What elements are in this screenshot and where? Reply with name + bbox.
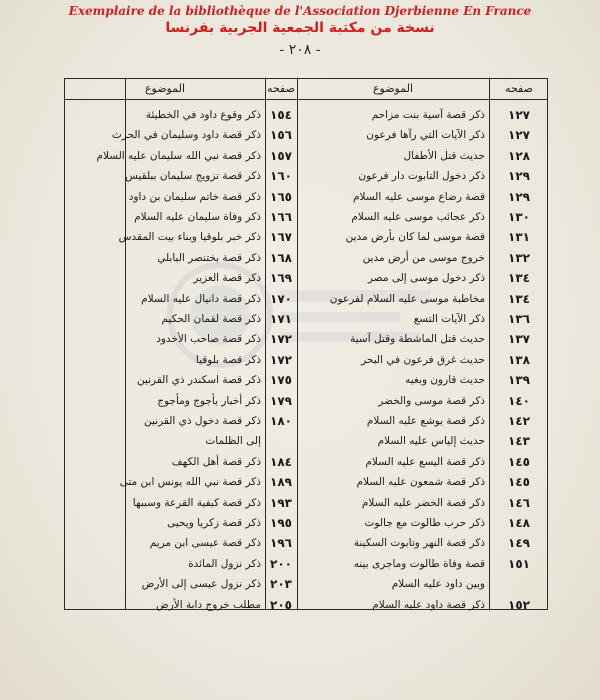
topic-entry: ذكر دخول موسى إلى مصر — [367, 272, 485, 285]
page-ref: ١٦٠ — [270, 169, 292, 184]
page-ref: ١٤٠ — [508, 393, 530, 408]
page-ref: ١٦٥ — [270, 189, 292, 204]
page-ref: ١٢٩ — [508, 189, 530, 204]
page-ref: ١٦٦ — [270, 210, 292, 224]
topic-entry: ذكر عجائب موسى عليه السلام — [351, 211, 485, 223]
page-ref — [491, 574, 547, 594]
page-ref: ١٣٦ — [508, 312, 530, 326]
topic-entry: مخاطبة موسى عليه السلام لفرعون — [329, 292, 485, 305]
topic-entry: ذكر خبر بلوقيا وبناء بيت المقدس — [118, 231, 261, 244]
page-ref: ١٧٥ — [270, 373, 292, 388]
column-divider — [489, 79, 490, 609]
page-ref: ١٧٢ — [270, 352, 292, 367]
page-ref: ١٥١ — [508, 556, 530, 571]
page-ref: ١٤٩ — [508, 536, 530, 551]
page-ref: ١٩٦ — [270, 536, 292, 551]
page-ref: ١٨٠ — [270, 414, 292, 428]
page-ref: ١٧٠ — [270, 291, 292, 306]
topic-entry: ذكر قصة بختنصر البابلي — [157, 251, 261, 264]
library-watermark-french: Exemplaire de la bibliothèque de l'Association Djerbienne En France — [68, 4, 532, 18]
page-ref: ١٢٨ — [508, 148, 530, 163]
topic-entry: ذكر نزول المائدة — [188, 557, 261, 570]
library-watermark-arabic: نسخة من مكتبة الجمعية الجربية بفرنسا — [165, 20, 435, 36]
left-topic-header: الموضوع — [144, 82, 186, 95]
page-ref: ١٤٨ — [508, 516, 530, 530]
page-ref: ١٣١ — [508, 230, 530, 245]
column-divider — [297, 79, 298, 609]
topic-entry: ذكر دخول التابوت دار فرعون — [358, 170, 485, 183]
page-ref — [267, 431, 295, 451]
header-divider — [65, 99, 547, 100]
page-ref: ١٦٨ — [270, 250, 292, 265]
page-ref: ١٥٦ — [270, 128, 292, 143]
topic-entry: ذكر قصة صاحب الأخدود — [156, 333, 261, 346]
page-ref: ١٦٩ — [270, 271, 292, 286]
page-ref: ١٤٣ — [508, 434, 530, 449]
page-ref: ١٢٧ — [508, 108, 530, 122]
topic-entry: ذكر قصة دخول ذي القرنين — [144, 415, 261, 427]
topic-entry: ذكر قصة موسى والخضر — [378, 394, 485, 407]
topic-entry: ذكر قصة عيسى ابن مريم — [149, 537, 261, 550]
page-ref: ١٣٢ — [508, 250, 530, 265]
topic-entry: ذكر قصة كيفية القرعة وسببها — [132, 496, 261, 509]
page-ref: ١٧١ — [270, 312, 292, 326]
topic-entry: ذكر قصة اسكندر ذي القرنين — [136, 374, 261, 387]
topic-entry: ذكر قصة اليسع عليه السلام — [365, 455, 485, 468]
topic-entry: حديث قتل الماشطة وقتل آسية — [350, 333, 485, 346]
right-topic-header: الموضوع — [372, 82, 414, 95]
topic-entry: ذكر قصة نبي الله سليمان عليه السلام — [96, 149, 261, 162]
topic-entry: قصة موسى لما كان بأرض مدين — [345, 231, 485, 244]
topic-entry: ذكر قصة داود وسليمان في الحرث — [111, 129, 261, 142]
topic-entry: ذكر حرب طالوت مع جالوت — [364, 517, 485, 529]
page-ref: ٢٠٣ — [270, 577, 292, 592]
left-page-header: صفحه — [267, 82, 295, 95]
page-ref: ١٤٥ — [508, 454, 530, 469]
topic-entry: قصة وفاة طالوت وماجرى بينه — [353, 557, 485, 570]
topic-entry: ذكر قصة زكريا ويحيى — [167, 517, 261, 529]
topic-entry: ذكر قصة دانيال عليه السلام — [141, 292, 261, 305]
topic-entry: مطلب خروج دابة الأرض — [156, 598, 261, 611]
topic-entry: ذكر أخبار يأجوج ومأجوج — [157, 394, 261, 407]
topic-entry: ذكر قصة شمعون عليه السلام — [356, 476, 485, 489]
page-ref: ٢٠٥ — [270, 597, 292, 612]
topic-entry: حديث إلياس عليه السلام — [377, 435, 485, 448]
topic-entry: حديث غرق فرعون في البحر — [361, 353, 485, 366]
page-ref: ١٧٩ — [270, 393, 292, 408]
topic-entry: ذكر قصة نبي الله يونس ابن متى — [119, 476, 261, 489]
page-ref: ١٣٤ — [508, 291, 530, 306]
column-divider — [265, 79, 266, 609]
topic-entry: ذكر قصة النهر وتابوت السكينة — [353, 537, 485, 550]
topic-entry: وبين داود عليه السلام — [391, 578, 485, 591]
page-ref: ١٩٥ — [270, 516, 292, 530]
page-ref: ١٤٦ — [508, 495, 530, 510]
topic-entry: ذكر وقوع داود في الخطيئة — [145, 109, 261, 121]
page-ref: ٢٠٠ — [270, 556, 292, 571]
page-ref: ١٧٢ — [270, 332, 292, 347]
page-ref: ١٣٠ — [508, 210, 530, 224]
topic-entry: حديث قارون وبغيه — [405, 374, 485, 387]
page-ref: ١٩٣ — [270, 495, 292, 510]
page-ref: ١٤٥ — [508, 475, 530, 490]
page-ref: ١٢٧ — [508, 128, 530, 143]
page-ref: ١٣٩ — [508, 373, 530, 388]
topic-entry: ذكر قصة داود عليه السلام — [372, 598, 485, 611]
page-ref: ١٥٤ — [270, 108, 292, 122]
page-ref: ١٥٢ — [508, 597, 530, 612]
topic-entry: ذكر نزول عيسى إلى الأرض — [141, 578, 261, 591]
page-ref: ١٤٢ — [508, 414, 530, 428]
topic-entry: إلى الظلمات — [205, 435, 261, 448]
page-ref: ١٦٧ — [270, 230, 292, 245]
right-page-header: صفحه — [505, 82, 533, 95]
topic-entry: خروج موسى من أرض مدين — [362, 251, 485, 264]
topic-entry: قصة رضاع موسى عليه السلام — [353, 190, 485, 203]
topic-entry: ذكر قصة يوشع عليه السلام — [366, 415, 485, 427]
topic-entry: ذكر قصة الخضر عليه السلام — [361, 496, 485, 509]
topic-entry: ذكر الآيات التي رآها فرعون — [366, 129, 485, 142]
topic-entry: ذكر قصة بلوقيا — [195, 353, 261, 366]
page-ref: ١٨٩ — [270, 475, 292, 490]
topic-entry: ذكر قصة تزويج سليمان ببلقيس — [125, 170, 261, 183]
topic-entry: ذكر وفاة سليمان عليه السلام — [134, 211, 261, 223]
page-ref: ١٨٤ — [270, 454, 292, 469]
page-ref: ١٣٤ — [508, 271, 530, 286]
topic-entry: ذكر قصة آسية بنت مزاحم — [371, 109, 485, 121]
page-ref: ١٢٩ — [508, 169, 530, 184]
page-number: - ٢٠٨ - — [279, 42, 321, 58]
topic-entry: ذكر قصة أهل الكهف — [171, 455, 261, 468]
page-ref: ١٣٧ — [508, 332, 530, 347]
page-ref: ١٥٧ — [270, 148, 292, 163]
topic-entry: ذكر قصة خاتم سليمان بن داود — [128, 190, 261, 203]
topic-entry: ذكر قصة لقمان الحكيم — [161, 313, 261, 325]
topic-entry: ذكر الآيات التسع — [413, 313, 485, 325]
page-ref: ١٣٨ — [508, 352, 530, 367]
topic-entry: حديث قتل الأطفال — [403, 149, 485, 162]
index-table — [64, 78, 548, 610]
topic-entry: ذكر قصة العزير — [193, 272, 261, 285]
